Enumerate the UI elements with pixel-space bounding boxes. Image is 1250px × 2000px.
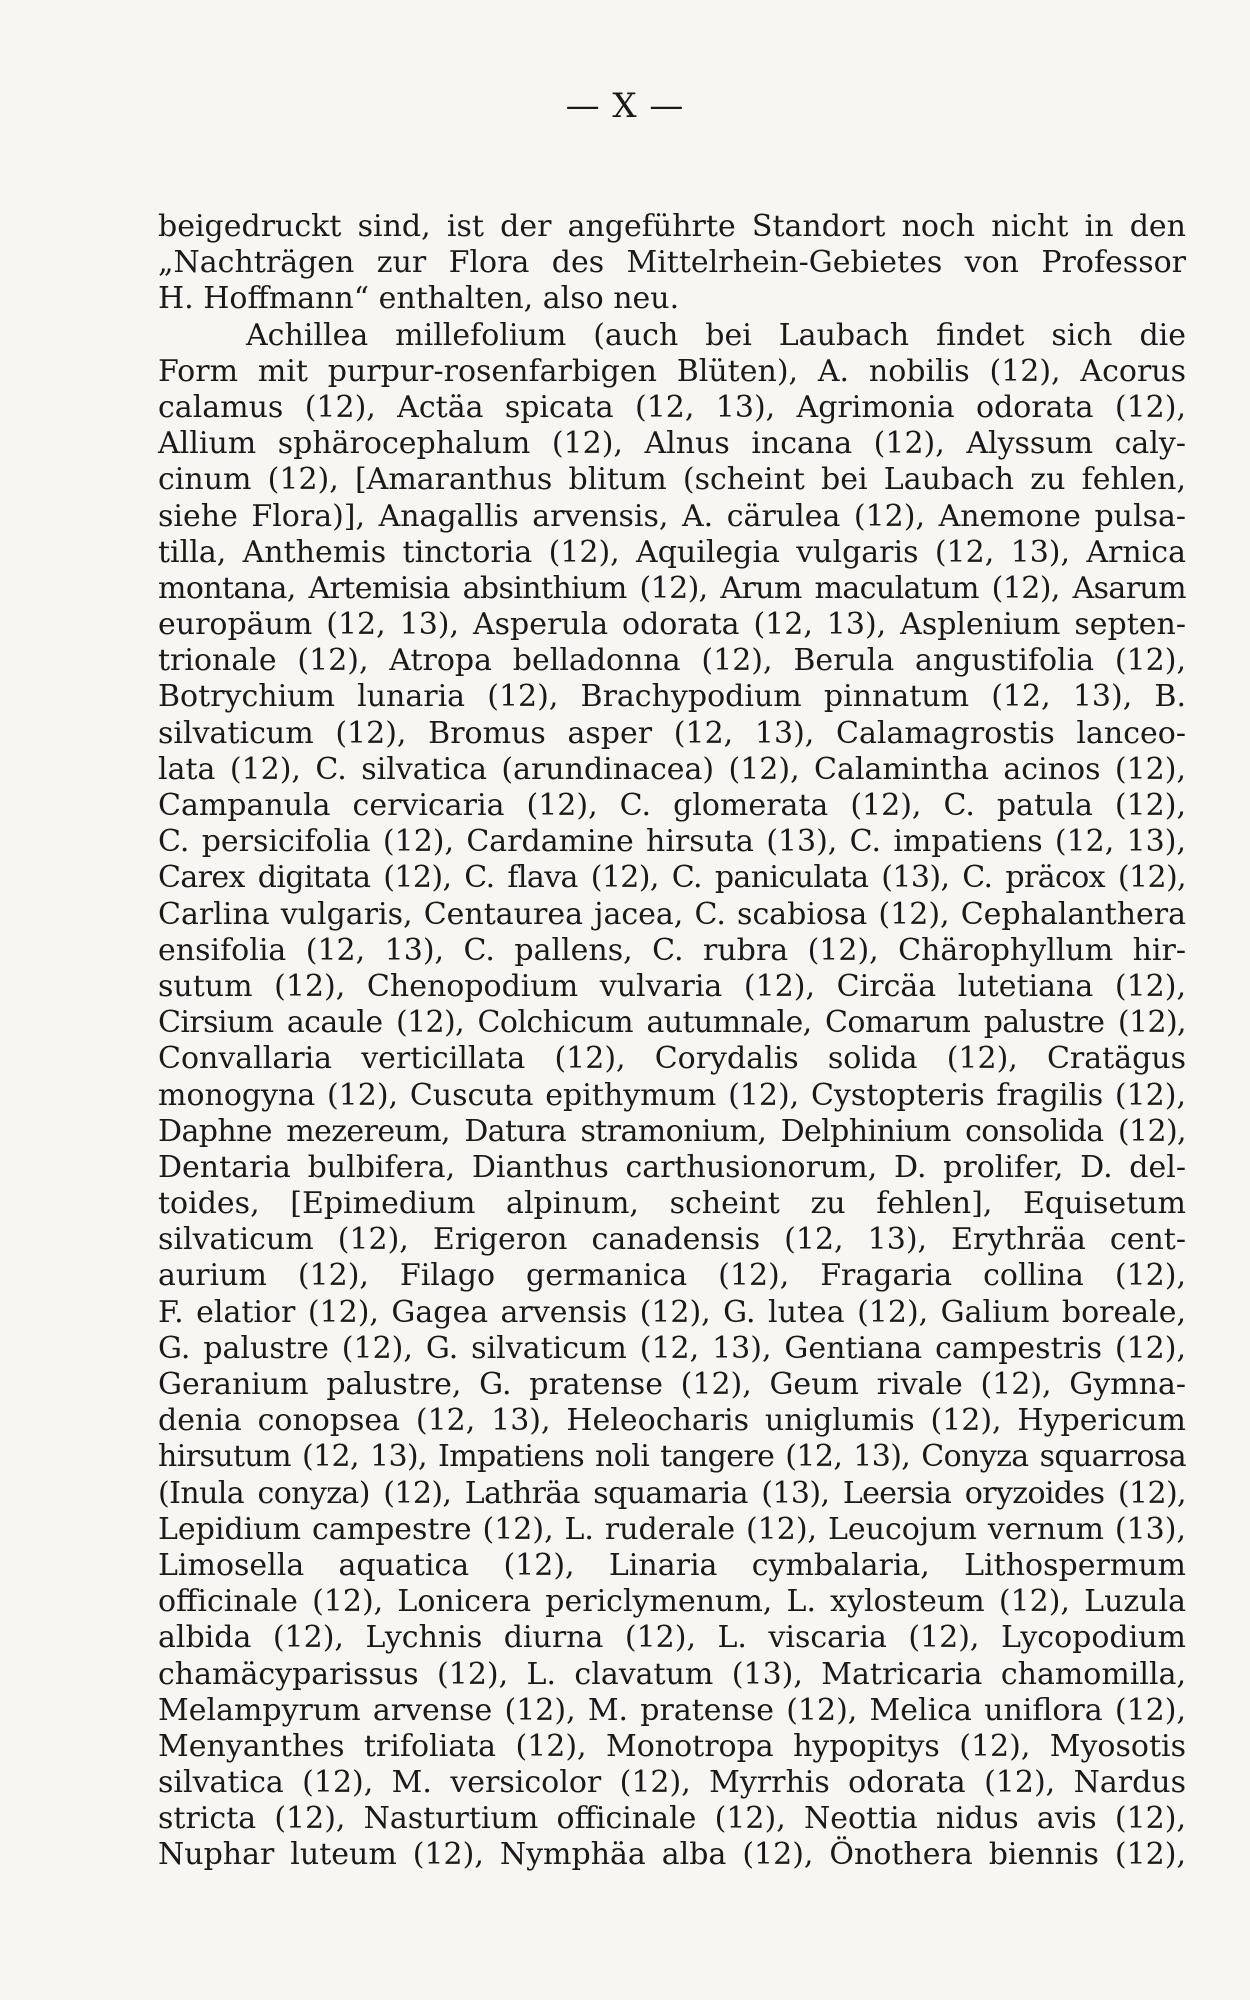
text-line: C. persicifolia (12), Cardamine hirsuta (13), C. impatiens (12, 13), [158,824,1186,860]
text-line: (Inula conyza) (12), Lathräa squamaria (13), Leersia oryzoides (12), [158,1475,1186,1511]
text-line: cinum (12), [Amaranthus blitum (scheint bei Laubach zu fehlen, [158,462,1186,498]
text-line: stricta (12), Nasturtium officinale (12), Neottia nidus avis (12), [158,1801,1186,1837]
text-line: denia conopsea (12, 13), Heleocharis uniglumis (12), Hypericum [158,1403,1186,1439]
text-line: siehe Flora)], Anagallis arvensis, A. cärulea (12), Anemone pulsa- [158,498,1186,534]
text-line: Botrychium lunaria (12), Brachypodium pinnatum (12, 13), B. [158,679,1186,715]
text-line: G. palustre (12), G. silvaticum (12, 13), Gentiana campestris (12), [158,1330,1186,1366]
text-line: Carex digitata (12), C. flava (12), C. paniculata (13), C. präcox (12), [158,860,1186,896]
text-line: silvaticum (12), Bromus asper (12, 13), Calamagrostis lanceo- [158,715,1186,751]
text-line: Dentaria bulbifera, Dianthus carthusionorum, D. prolifer, D. del- [158,1149,1186,1185]
text-line: ensifolia (12, 13), C. pallens, C. rubra (12), Chärophyllum hir- [158,932,1186,968]
text-line: „Nachträgen zur Flora des Mittelrhein-Gebietes von Professor [158,245,1186,281]
text-line: Form mit purpur-rosenfarbigen Blüten), A. nobilis (12), Acorus [158,353,1186,389]
text-line: Menyanthes trifoliata (12), Monotropa hypopitys (12), Myosotis [158,1728,1186,1764]
text-line: Lepidium campestre (12), L. ruderale (12), Leucojum vernum (13), [158,1511,1186,1547]
text-line: silvaticum (12), Erigeron canadensis (12, 13), Erythräa cent- [158,1222,1186,1258]
text-line: lata (12), C. silvatica (arundinacea) (12), Calamintha acinos (12), [158,751,1186,787]
text-line: silvatica (12), M. versicolor (12), Myrrhis odorata (12), Nardus [158,1765,1186,1801]
text-line: toides, [Epimedium alpinum, scheint zu fehlen], Equisetum [158,1186,1186,1222]
text-line: europäum (12, 13), Asperula odorata (12, 13), Asplenium septen- [158,607,1186,643]
text-line: beigedruckt sind, ist der angeführte Standort noch nicht in den [158,209,1186,244]
text-line: tilla, Anthemis tinctoria (12), Aquilegia vulgaris (12, 13), Arnica [158,534,1186,570]
text-line: Achillea millefolium (auch bei Laubach findet sich die [246,317,1186,353]
text-line: monogyna (12), Cuscuta epithymum (12), Cystopteris fragilis (12), [158,1077,1186,1113]
text-line: Nuphar luteum (12), Nymphäa alba (12), Önothera biennis (12), [158,1837,1186,1873]
text-line: Geranium palustre, G. pratense (12), Geum rivale (12), Gymna- [158,1367,1186,1402]
text-line: H. Hoffmann“ enthalten, also neu. [158,281,680,317]
text-line: hirsutum (12, 13), Impatiens noli tangere (12, 13), Conyza squarrosa [158,1439,1186,1475]
text-line: calamus (12), Actäa spicata (12, 13), Agrimonia odorata (12), [158,389,1186,425]
text-line: albida (12), Lychnis diurna (12), L. viscaria (12), Lycopodium [158,1620,1186,1656]
text-line: trionale (12), Atropa belladonna (12), Berula angustifolia (12), [158,643,1186,679]
text-line: sutum (12), Chenopodium vulvaria (12), Circäa lutetiana (12), [158,968,1186,1004]
body-text [158,209,1186,1874]
text-line: aurium (12), Filago germanica (12), Fragaria collina (12), [158,1258,1186,1294]
page-number-header: — X — [565,86,685,126]
text-line: Limosella aquatica (12), Linaria cymbalaria, Lithospermum [158,1547,1186,1583]
text-line: chamäcyparissus (12), L. clavatum (13), Matricaria chamomilla, [158,1656,1186,1692]
text-line: officinale (12), Lonicera periclymenum, L. xylosteum (12), Luzula [158,1584,1186,1620]
text-line: Daphne mezereum, Datura stramonium, Delphinium consolida (12), [158,1113,1186,1149]
text-line: Convallaria verticillata (12), Corydalis solida (12), Cratägus [158,1041,1186,1077]
text-line: F. elatior (12), Gagea arvensis (12), G. lutea (12), Galium boreale, [158,1294,1186,1330]
text-line: montana, Artemisia absinthium (12), Arum maculatum (12), Asarum [158,570,1186,606]
text-line: Cirsium acaule (12), Colchicum autumnale, Comarum palustre (12), [158,1005,1186,1041]
text-line: Melampyrum arvense (12), M. pratense (12), Melica uniflora (12), [158,1692,1186,1728]
text-line: Campanula cervicaria (12), C. glomerata (12), C. patula (12), [158,788,1186,823]
text-line: Carlina vulgaris, Centaurea jacea, C. scabiosa (12), Cephalanthera [158,896,1186,932]
text-line: Allium sphärocephalum (12), Alnus incana (12), Alyssum caly- [158,426,1186,462]
